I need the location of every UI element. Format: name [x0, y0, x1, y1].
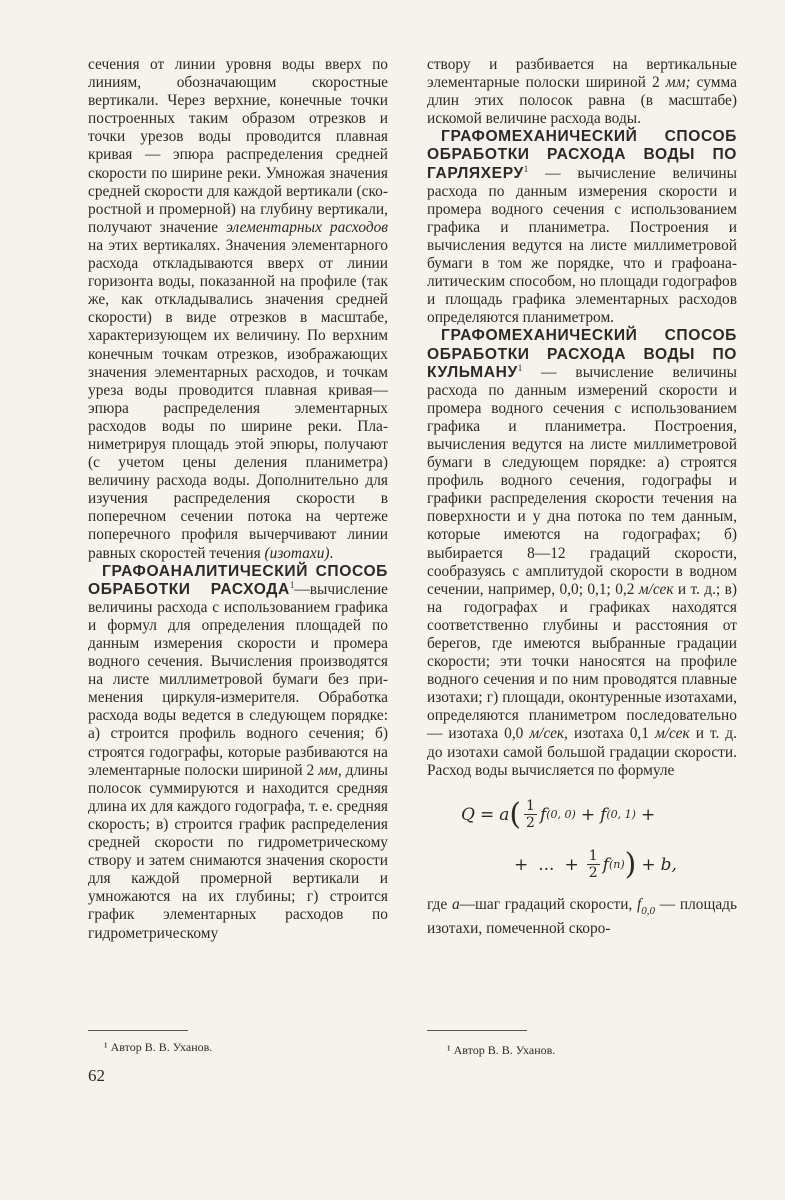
- left-paren: (: [509, 796, 522, 832]
- text: створу и разбивается на вертикальные элементарные полоски шириной 2: [427, 56, 737, 92]
- text: —шаг градаций скорости,: [459, 895, 633, 913]
- right-paren: ): [624, 846, 637, 882]
- text: сумма длин этих полосок равна (в масштабе) искомой величине расхода воды.: [427, 74, 737, 128]
- footnote-left: ¹ Автор В. В. Уханов.: [104, 1040, 213, 1054]
- fraction-denominator: 2: [588, 865, 598, 882]
- formula-ellipsis: ...: [538, 854, 555, 875]
- paragraph-continuation: [427, 56, 737, 128]
- formula-subscript: (0, 0): [546, 807, 576, 821]
- paragraph-grafoanalytic: [88, 563, 388, 943]
- emphasis-text: a: [451, 895, 460, 913]
- formula-operator: +: [641, 854, 656, 875]
- section-heading: ГРАФОМЕХАНИЧЕСКИЙ СПОСОБ ОБРАБОТКИ РАСХОДА ВОДЫ ПО ГАРЛЯХЕРУ: [427, 128, 737, 182]
- emphasis-text: мм;: [665, 74, 691, 92]
- formula-line-2: [427, 840, 737, 890]
- text: — вычисление величины расхода по данным измерения скорости и промера водного сечения с использованием графика и планиметра. Построения и вычисления ведутся на листе миллиметровой бумаги в том же порядке, что и графоаналитическим способом, но площади годографов и площадь графика элементарных расходов определяются планиметром.: [427, 164, 737, 327]
- text: на этих вертикалях. Значения элементарного расхода откладываются вверх от линии горизонта воды, показанной на профиле (так же, как откладывались значения средней скорости) в виде отрезков в масштабе, характеризующем их величину. По верхним конечным точкам отрезков, изображающих значения элементарных расходов, и точкам уреза воды проводится плавная кривая— эпюра распределения элементарных расходов воды по ширине реки. Планиметрируя площадь этой эпюры, получают (с учетом цены деления планиметра) величину расхода воды. Дополнительно для изучения распределения скорости в поперечном сечении потока на чертеже поперечного профиля вычерчивают линии равных скоростей течения: [88, 236, 388, 562]
- formula-symbol: a: [499, 804, 510, 825]
- right-column: [427, 56, 737, 938]
- text: —вычисление величины расхода с использованием графика и формул для определения площадей по данным измерения скорости и промера водного сечения. Вычисления производятся на листе миллиметровой бумаги без применения циркуля-измерителя. Обработка расхода воды ведется в следующем порядке: а) строится профиль водного сечения; б) строятся годографы, которые разбиваются на элементарные полоски шириной 2: [88, 580, 388, 779]
- paragraph-epure: сечения от линии уровня воды вверх по линиям, обозначающим скоростные вертикали. Через верхние, конечные точки построенных таким образом отрезков и точки урезов воды проводится плавная кривая — эпюра распределения средней скорости по ширине реки. Умножая значения средней скорости для каждой вертикали (скоростной и промерной) на глубину вертикали, получают значение элементарных расходов на этих вертикалях. Значения элементарного расхода откладываются вверх от линии горизонта воды, показанной на профиле (так же, как откладывались значения средней скорости) в виде отрезков в масштабе, характеризующем их величину. По верхним конечным точкам отрезков, изображающих значения элементарных расходов, и точкам уреза воды проводится плавная кривая— эпюра распределения элементарных расходов воды по ширине реки. Планиметрируя площадь этой эпюры, получают (с учетом цены деления планиметра) величину расхода воды. Дополнительно для изучения распределения скорости в поперечном сечении потока на чертеже поперечного профиля вычерчивают линии равных скоростей течения (изотахи).: [88, 56, 388, 562]
- formula-operator: +: [580, 804, 596, 825]
- fraction-numerator: 1: [588, 848, 598, 865]
- emphasis-text: м/сек: [638, 580, 674, 598]
- text: где: [427, 895, 448, 913]
- formula-operator: +: [564, 854, 579, 875]
- paragraph-where: [427, 896, 737, 938]
- page-number: 62: [88, 1066, 105, 1085]
- emphasis-text: м/сек,: [529, 725, 568, 743]
- formula-operator: +: [640, 804, 656, 825]
- formula-subscript: (0, 1): [606, 807, 636, 821]
- footnote-right: ¹ Автор В. В. Уханов.: [447, 1043, 556, 1057]
- emphasis-text: м/сек: [654, 725, 690, 743]
- fraction-numerator: 1: [526, 798, 535, 815]
- formula-symbol: f: [600, 804, 607, 825]
- formula-symbol: Q: [461, 804, 475, 825]
- text: и т. д. до изотахи самой большой градации скорости. Расход воды вычисляется по формуле: [427, 725, 737, 779]
- left-column: [88, 56, 388, 943]
- formula-subscript: 0,0: [641, 904, 656, 917]
- footnote-rule: [427, 1030, 527, 1031]
- text: — площадь изотахи, помеченной скоро-: [427, 895, 738, 937]
- paragraph-kulman: [427, 327, 737, 779]
- footnote-rule: [88, 1030, 188, 1031]
- text: — вычисление величины расхода по данным измерений скорости и промера водного сечения с использованием графика и планиметра. Построения, вычисления ведутся на листе миллиметровой бумаги в следующем порядке: а) строятся профиль водного сечения, годографы и графики распределения скорости течения на поверхности и у дна потока по тем данным, которые имеются на годографах; б) выбирается 8—12 градаций скорости, сообразуясь с амплитудой скорости в водном сечении, например, 0,0; 0,1; 0,2: [427, 363, 737, 598]
- formula-operator: +: [514, 854, 529, 875]
- fraction-denominator: 2: [526, 815, 535, 832]
- half-fraction: [587, 848, 600, 881]
- paragraph-garlyakher: [427, 128, 737, 327]
- formula-symbol: b,: [660, 854, 677, 875]
- footnote-marker: 1: [523, 163, 529, 174]
- formula-line-1: [427, 790, 737, 840]
- formula-operator: =: [479, 804, 495, 825]
- text: изотаха 0,1: [573, 725, 649, 743]
- emphasis-text: мм,: [318, 761, 342, 779]
- text: и т. д.; в) на годографах и графиках находятся соответственно глубины и расстояния от берегов, где имеются выбранные градации скорости; эти точки наносятся на профиле водного сечения и по ним проводятся плавные изотахи; г) площади, оконтуренные изотахами, определяются планиметром последовательно — изотаха 0,0: [427, 580, 737, 743]
- formula-symbol: f: [602, 854, 609, 875]
- formula-symbol: f: [637, 895, 642, 913]
- emphasis-text: элементарных расходов: [226, 218, 388, 236]
- text: длины полосок суммируются и находится средняя длина их для каждого годографа, т. е. средняя скорость; в) строится график распределения средней скорости по гидрометрическому створу и затем снимаются значения скорости для каждой промерной вертикали и умножаются на их глубины; г) строится график элементарных расходов по гидрометрическому: [88, 761, 388, 942]
- formula-symbol: f: [539, 804, 547, 825]
- footnote-marker: 1: [517, 362, 523, 373]
- footnote-marker: 1: [289, 579, 295, 590]
- text: сечения от линии уровня воды вверх по линиям, обозначающим скоростные вертикали. Через верхние, конечные точки построенных таким образом отрезков и точки урезов воды проводится плавная кривая — эпюра распределения средней скорости по ширине реки. Умножая значения средней скорости для каждой вертикали (скоростной и промерной) на глубину вертикали, получают значение: [88, 56, 388, 236]
- section-heading: ГРАФОАНАЛИТИЧЕСКИЙ СПОСОБ ОБРАБОТКИ РАСХОДА: [88, 562, 388, 598]
- section-heading: ГРАФОМЕХАНИЧЕСКИЙ СПОСОБ ОБРАБОТКИ РАСХОДА ВОДЫ ПО КУЛЬМАНУ: [427, 327, 737, 381]
- discharge-formula: [427, 790, 737, 890]
- half-fraction: [524, 798, 537, 831]
- formula-subscript: (n): [608, 857, 625, 871]
- emphasis-text: (изотахи): [264, 544, 330, 562]
